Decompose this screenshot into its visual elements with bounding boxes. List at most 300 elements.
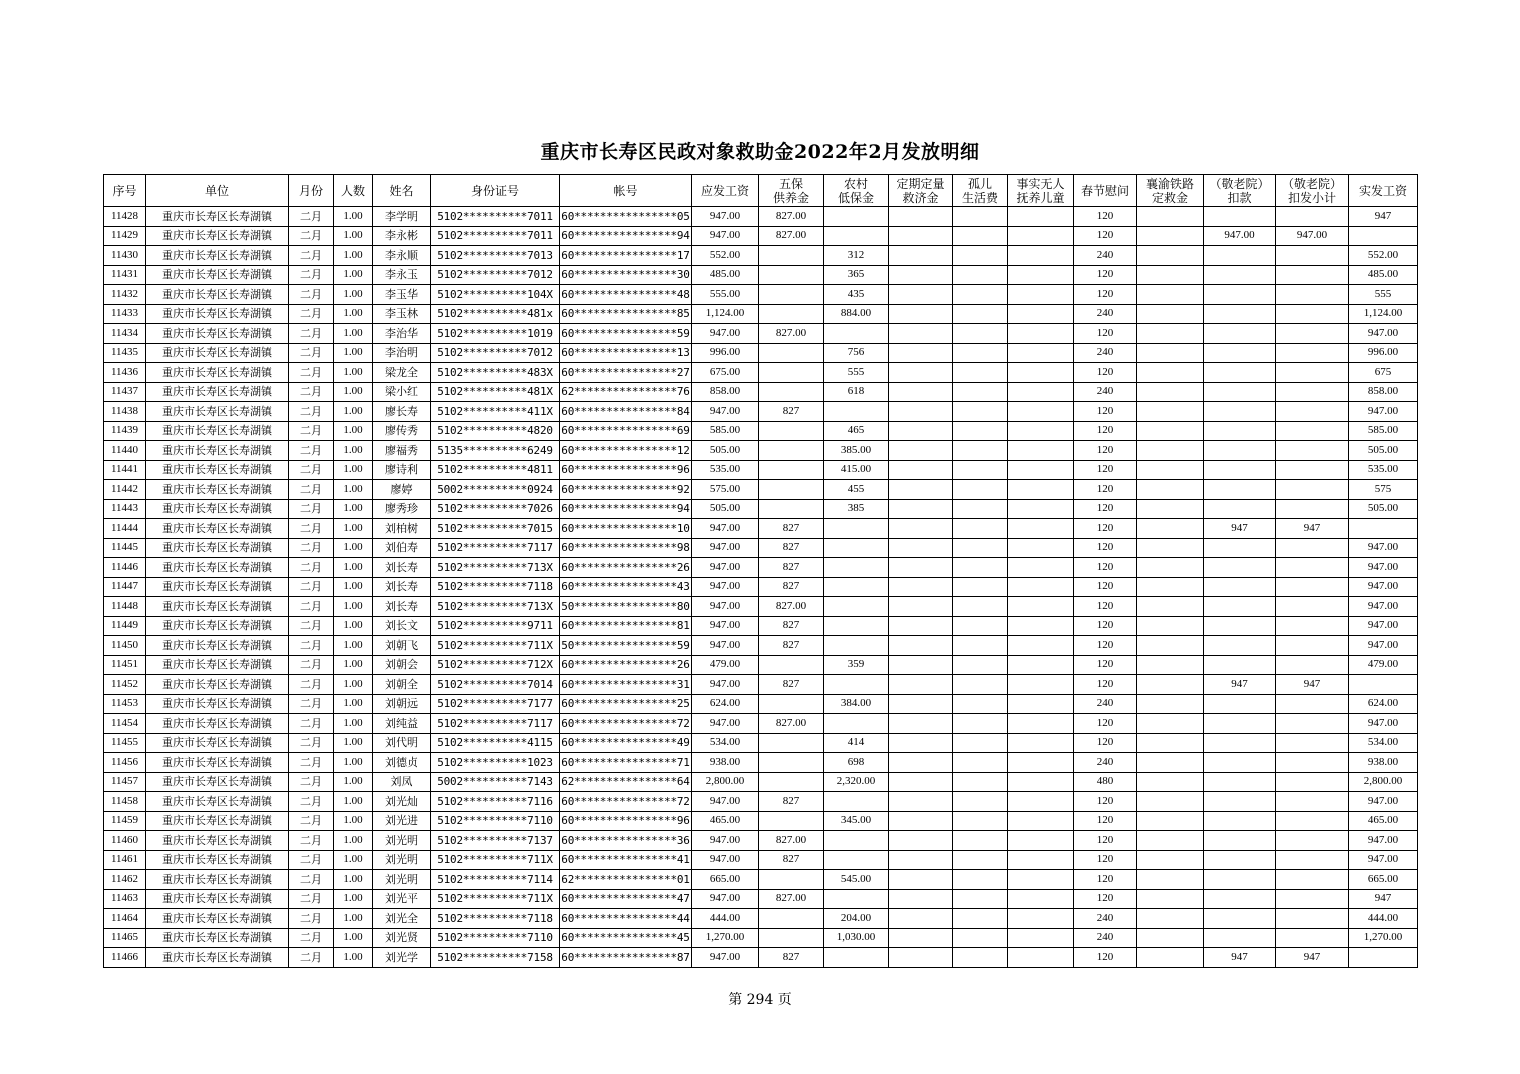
table-cell: 60****************44: [560, 909, 692, 929]
table-cell: 二月: [289, 246, 334, 266]
column-header: 单位: [146, 175, 289, 207]
table-cell: 1.00: [334, 265, 373, 285]
table-cell: 11447: [104, 577, 146, 597]
table-cell: [889, 382, 953, 402]
table-cell: 385.00: [824, 441, 889, 461]
table-cell: [824, 402, 889, 422]
table-cell: [1137, 850, 1204, 870]
column-header: 实发工资: [1349, 175, 1418, 207]
table-cell: 刘光学: [373, 948, 431, 968]
table-cell: 1.00: [334, 480, 373, 500]
table-cell: [1008, 948, 1074, 968]
table-cell: 廖秀珍: [373, 499, 431, 519]
table-cell: 重庆市长寿区长寿湖镇: [146, 304, 289, 324]
table-cell: [1008, 753, 1074, 773]
table-cell: 585.00: [692, 421, 759, 441]
table-cell: 1.00: [334, 577, 373, 597]
table-cell: 11445: [104, 538, 146, 558]
table-cell: [1204, 304, 1276, 324]
table-cell: [1349, 226, 1418, 246]
table-cell: 2,800.00: [1349, 772, 1418, 792]
table-cell: 二月: [289, 655, 334, 675]
table-cell: [1008, 246, 1074, 266]
table-cell: 435: [824, 285, 889, 305]
table-cell: 1.00: [334, 441, 373, 461]
table-cell: 665.00: [1349, 870, 1418, 890]
table-cell: [1204, 421, 1276, 441]
table-cell: 重庆市长寿区长寿湖镇: [146, 870, 289, 890]
table-cell: 1.00: [334, 928, 373, 948]
table-cell: [1276, 246, 1349, 266]
table-cell: [1276, 850, 1349, 870]
table-cell: [1204, 246, 1276, 266]
table-cell: [759, 421, 824, 441]
table-cell: 947.00: [1349, 558, 1418, 578]
table-cell: 11450: [104, 636, 146, 656]
table-cell: [889, 948, 953, 968]
table-row: [104, 616, 1418, 636]
table-cell: [1008, 831, 1074, 851]
table-row: [104, 889, 1418, 909]
table-cell: 827.00: [759, 889, 824, 909]
table-cell: 廖福秀: [373, 441, 431, 461]
table-row: [104, 753, 1418, 773]
table-cell: 1,124.00: [692, 304, 759, 324]
table-cell: 重庆市长寿区长寿湖镇: [146, 694, 289, 714]
table-cell: 947.00: [1349, 850, 1418, 870]
table-cell: [889, 733, 953, 753]
table-cell: 1.00: [334, 694, 373, 714]
table-cell: 1.00: [334, 285, 373, 305]
table-cell: 240: [1074, 343, 1137, 363]
table-cell: 刘朝飞: [373, 636, 431, 656]
table-cell: 李玉林: [373, 304, 431, 324]
column-header: 序号: [104, 175, 146, 207]
table-row: [104, 597, 1418, 617]
table-cell: [889, 441, 953, 461]
table-cell: 刘光明: [373, 831, 431, 851]
table-cell: 李永顺: [373, 246, 431, 266]
table-cell: 刘伯寿: [373, 538, 431, 558]
table-cell: [1276, 792, 1349, 812]
table-cell: [1008, 577, 1074, 597]
table-cell: [1137, 460, 1204, 480]
table-cell: 11464: [104, 909, 146, 929]
table-cell: 刘纯益: [373, 714, 431, 734]
table-row: [104, 792, 1418, 812]
table-cell: [953, 558, 1008, 578]
table-cell: [1204, 909, 1276, 929]
table-cell: [953, 304, 1008, 324]
table-cell: 60****************81: [560, 616, 692, 636]
table-cell: 5102**********7011: [431, 226, 560, 246]
table-cell: 5102**********7026: [431, 499, 560, 519]
table-cell: 505.00: [692, 499, 759, 519]
table-cell: 1.00: [334, 363, 373, 383]
table-cell: [1008, 538, 1074, 558]
table-cell: [953, 636, 1008, 656]
table-cell: 827.00: [759, 207, 824, 227]
table-cell: 624.00: [692, 694, 759, 714]
table-cell: [1008, 304, 1074, 324]
table-cell: 827.00: [759, 714, 824, 734]
table-cell: 二月: [289, 207, 334, 227]
table-cell: 重庆市长寿区长寿湖镇: [146, 246, 289, 266]
table-cell: 重庆市长寿区长寿湖镇: [146, 207, 289, 227]
table-cell: 675.00: [692, 363, 759, 383]
table-cell: [889, 499, 953, 519]
table-cell: [759, 753, 824, 773]
table-cell: [1276, 636, 1349, 656]
table-cell: [1276, 363, 1349, 383]
table-cell: 5102**********1023: [431, 753, 560, 773]
table-cell: 827: [759, 519, 824, 539]
table-row: [104, 675, 1418, 695]
table-cell: [889, 421, 953, 441]
table-cell: [953, 382, 1008, 402]
table-cell: [953, 226, 1008, 246]
table-cell: [1204, 441, 1276, 461]
table-cell: 545.00: [824, 870, 889, 890]
table-cell: 120: [1074, 889, 1137, 909]
table-row: [104, 343, 1418, 363]
table-cell: 938.00: [1349, 753, 1418, 773]
table-cell: 947.00: [692, 226, 759, 246]
table-cell: [759, 870, 824, 890]
table-row: [104, 928, 1418, 948]
table-cell: 重庆市长寿区长寿湖镇: [146, 402, 289, 422]
table-cell: [1204, 850, 1276, 870]
table-cell: 465.00: [692, 811, 759, 831]
table-cell: 120: [1074, 850, 1137, 870]
table-cell: 二月: [289, 850, 334, 870]
table-cell: [889, 772, 953, 792]
table-cell: [1008, 480, 1074, 500]
table-cell: 5102**********481X: [431, 382, 560, 402]
table-cell: [1204, 285, 1276, 305]
table-cell: 624.00: [1349, 694, 1418, 714]
table-cell: [889, 519, 953, 539]
table-cell: 60****************87: [560, 948, 692, 968]
table-cell: [1276, 909, 1349, 929]
table-cell: 60****************85: [560, 304, 692, 324]
table-cell: 947.00: [1349, 636, 1418, 656]
table-cell: 1.00: [334, 792, 373, 812]
table-row: [104, 441, 1418, 461]
table-cell: 120: [1074, 460, 1137, 480]
table-cell: 827.00: [759, 226, 824, 246]
table-cell: [1137, 246, 1204, 266]
table-cell: 60****************45: [560, 928, 692, 948]
table-cell: [759, 928, 824, 948]
table-cell: 120: [1074, 226, 1137, 246]
table-cell: 二月: [289, 909, 334, 929]
table-cell: 552.00: [1349, 246, 1418, 266]
table-cell: 947: [1276, 948, 1349, 968]
table-cell: [1276, 831, 1349, 851]
table-cell: 5102**********713X: [431, 558, 560, 578]
table-cell: 60****************92: [560, 480, 692, 500]
table-cell: 重庆市长寿区长寿湖镇: [146, 616, 289, 636]
table-row: [104, 265, 1418, 285]
table-cell: 947: [1204, 675, 1276, 695]
table-cell: 444.00: [1349, 909, 1418, 929]
table-row: [104, 324, 1418, 344]
table-cell: [953, 441, 1008, 461]
table-cell: [824, 597, 889, 617]
table-cell: [1204, 538, 1276, 558]
table-cell: [1276, 538, 1349, 558]
table-cell: [1204, 811, 1276, 831]
table-cell: [1008, 265, 1074, 285]
table-cell: 60****************10: [560, 519, 692, 539]
table-cell: [1008, 519, 1074, 539]
table-cell: 11436: [104, 363, 146, 383]
table-cell: [953, 733, 1008, 753]
table-cell: 947: [1204, 948, 1276, 968]
table-cell: [953, 597, 1008, 617]
table-cell: [824, 538, 889, 558]
table-cell: 二月: [289, 519, 334, 539]
table-cell: 120: [1074, 324, 1137, 344]
table-row: [104, 285, 1418, 305]
table-cell: [1204, 733, 1276, 753]
table-cell: 二月: [289, 577, 334, 597]
table-cell: [889, 811, 953, 831]
table-cell: 947.00: [692, 831, 759, 851]
table-cell: [824, 226, 889, 246]
table-cell: [953, 831, 1008, 851]
table-cell: [953, 538, 1008, 558]
table-cell: 二月: [289, 538, 334, 558]
table-cell: 5102**********7015: [431, 519, 560, 539]
table-cell: 11437: [104, 382, 146, 402]
table-cell: [759, 733, 824, 753]
table-cell: 李永玉: [373, 265, 431, 285]
table-row: [104, 304, 1418, 324]
table-cell: 996.00: [692, 343, 759, 363]
table-cell: 479.00: [692, 655, 759, 675]
table-cell: [1008, 616, 1074, 636]
table-cell: [1137, 538, 1204, 558]
table-cell: 二月: [289, 343, 334, 363]
table-cell: 365: [824, 265, 889, 285]
table-cell: [953, 753, 1008, 773]
table-cell: [1008, 324, 1074, 344]
table-cell: [1204, 402, 1276, 422]
table-cell: 11443: [104, 499, 146, 519]
table-cell: 5102**********711X: [431, 889, 560, 909]
table-cell: 二月: [289, 265, 334, 285]
table-cell: 535.00: [692, 460, 759, 480]
table-cell: 刘光灿: [373, 792, 431, 812]
table-cell: 重庆市长寿区长寿湖镇: [146, 285, 289, 305]
table-cell: [1276, 616, 1349, 636]
table-cell: [1137, 480, 1204, 500]
table-cell: [1008, 928, 1074, 948]
table-cell: 11457: [104, 772, 146, 792]
table-cell: 重庆市长寿区长寿湖镇: [146, 909, 289, 929]
table-cell: [1204, 324, 1276, 344]
table-cell: [1204, 597, 1276, 617]
table-cell: 重庆市长寿区长寿湖镇: [146, 421, 289, 441]
table-cell: [953, 694, 1008, 714]
table-cell: 1.00: [334, 909, 373, 929]
table-cell: 575.00: [692, 480, 759, 500]
table-cell: [1276, 811, 1349, 831]
table-cell: 947.00: [1349, 714, 1418, 734]
table-cell: 二月: [289, 616, 334, 636]
table-cell: 刘朝全: [373, 675, 431, 695]
table-cell: 947.00: [1349, 402, 1418, 422]
table-cell: 刘长寿: [373, 558, 431, 578]
table-cell: 5102**********7117: [431, 538, 560, 558]
table-cell: 1.00: [334, 558, 373, 578]
table-cell: [1276, 265, 1349, 285]
table-cell: [1204, 207, 1276, 227]
table-cell: [1276, 285, 1349, 305]
table-cell: [889, 831, 953, 851]
table-row: [104, 714, 1418, 734]
table-cell: 60****************17: [560, 246, 692, 266]
table-cell: [759, 499, 824, 519]
table-cell: [1008, 226, 1074, 246]
table-row: [104, 636, 1418, 656]
table-cell: 重庆市长寿区长寿湖镇: [146, 538, 289, 558]
table-cell: 刘长寿: [373, 577, 431, 597]
table-cell: 11441: [104, 460, 146, 480]
table-cell: [1204, 363, 1276, 383]
table-cell: 二月: [289, 480, 334, 500]
table-cell: [824, 675, 889, 695]
table-cell: 11449: [104, 616, 146, 636]
table-cell: 120: [1074, 421, 1137, 441]
table-row: [104, 577, 1418, 597]
table-cell: [1137, 304, 1204, 324]
table-cell: 5102**********4811: [431, 460, 560, 480]
table-cell: 二月: [289, 889, 334, 909]
table-cell: [1276, 343, 1349, 363]
table-cell: 二月: [289, 792, 334, 812]
table-cell: [1137, 343, 1204, 363]
table-cell: [1349, 519, 1418, 539]
table-cell: [889, 694, 953, 714]
table-cell: [1276, 694, 1349, 714]
table-cell: [1137, 363, 1204, 383]
table-cell: 5102**********7110: [431, 811, 560, 831]
column-header: 孤儿 生活费: [953, 175, 1008, 207]
table-cell: 11440: [104, 441, 146, 461]
table-cell: [889, 577, 953, 597]
table-cell: 947.00: [692, 519, 759, 539]
table-cell: [824, 324, 889, 344]
table-cell: [1008, 714, 1074, 734]
table-cell: 60****************59: [560, 324, 692, 344]
table-cell: 刘光全: [373, 909, 431, 929]
table-cell: [1137, 324, 1204, 344]
table-cell: [759, 343, 824, 363]
table-cell: 60****************05: [560, 207, 692, 227]
table-cell: 11461: [104, 850, 146, 870]
table-cell: 480: [1074, 772, 1137, 792]
table-cell: 947.00: [692, 616, 759, 636]
table-cell: 947.00: [1349, 538, 1418, 558]
table-cell: 二月: [289, 714, 334, 734]
table-cell: 1.00: [334, 850, 373, 870]
table-cell: [889, 753, 953, 773]
table-cell: 二月: [289, 499, 334, 519]
table-cell: 11462: [104, 870, 146, 890]
table-cell: [824, 889, 889, 909]
table-cell: 505.00: [1349, 499, 1418, 519]
table-cell: 11435: [104, 343, 146, 363]
table-cell: [1204, 655, 1276, 675]
table-cell: [1204, 889, 1276, 909]
table-cell: [1276, 577, 1349, 597]
table-cell: 1.00: [334, 675, 373, 695]
table-cell: 1.00: [334, 460, 373, 480]
table-row: [104, 558, 1418, 578]
table-cell: 947: [1204, 519, 1276, 539]
table-cell: 947.00: [692, 207, 759, 227]
table-cell: 李永彬: [373, 226, 431, 246]
table-cell: 刘凤: [373, 772, 431, 792]
table-row: [104, 694, 1418, 714]
table-row: [104, 207, 1418, 227]
table-cell: 947.00: [1349, 577, 1418, 597]
table-cell: [953, 324, 1008, 344]
table-cell: [889, 714, 953, 734]
table-cell: [953, 265, 1008, 285]
table-cell: 2,800.00: [692, 772, 759, 792]
page-title: 重庆市长寿区民政对象救助金2022年2月发放明细: [540, 141, 980, 163]
table-cell: [1008, 909, 1074, 929]
table-cell: [1276, 382, 1349, 402]
table-cell: 1.00: [334, 811, 373, 831]
table-cell: 11431: [104, 265, 146, 285]
table-cell: [953, 402, 1008, 422]
table-cell: 1.00: [334, 499, 373, 519]
table-cell: 5102**********7114: [431, 870, 560, 890]
table-cell: 827: [759, 948, 824, 968]
table-cell: [953, 460, 1008, 480]
table-cell: [1137, 675, 1204, 695]
table-cell: 1.00: [334, 324, 373, 344]
table-cell: 1.00: [334, 226, 373, 246]
table-cell: 947.00: [692, 714, 759, 734]
table-cell: 60****************47: [560, 889, 692, 909]
table-cell: 1.00: [334, 714, 373, 734]
table-cell: 120: [1074, 577, 1137, 597]
table-cell: 5102**********481x: [431, 304, 560, 324]
table-cell: [1008, 636, 1074, 656]
table-cell: [1008, 460, 1074, 480]
table-cell: [1008, 675, 1074, 695]
table-cell: 重庆市长寿区长寿湖镇: [146, 343, 289, 363]
table-row: [104, 948, 1418, 968]
table-cell: [1008, 792, 1074, 812]
table-row: [104, 246, 1418, 266]
table-cell: [889, 304, 953, 324]
table-cell: 5102**********7011: [431, 207, 560, 227]
table-cell: 827: [759, 792, 824, 812]
table-cell: 11438: [104, 402, 146, 422]
table-cell: 李学明: [373, 207, 431, 227]
table-cell: 60****************71: [560, 753, 692, 773]
table-row: [104, 538, 1418, 558]
column-header: 身份证号: [431, 175, 560, 207]
table-cell: 60****************48: [560, 285, 692, 305]
